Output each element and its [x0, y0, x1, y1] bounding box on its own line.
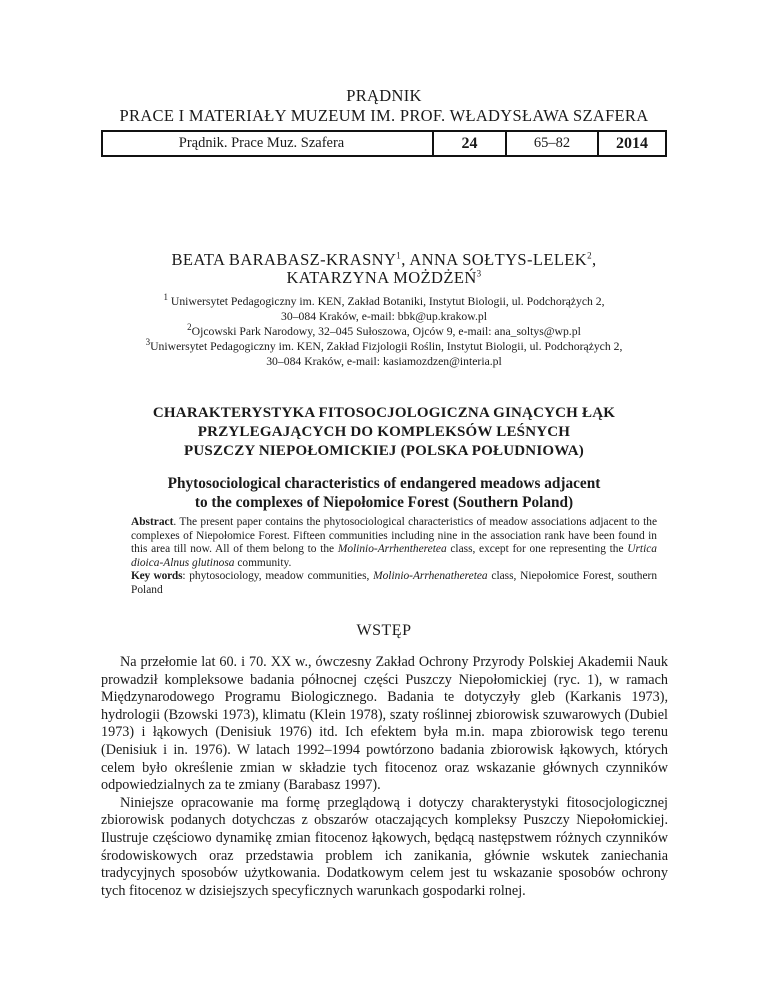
abstract-text-2: class, except for one representing the [446, 543, 628, 555]
keywords-text-1: : phytosociology, meadow communities, [182, 570, 374, 582]
affiliation-3 [0, 339, 768, 354]
affiliation-3-mark: 3 [145, 337, 151, 348]
affiliation-2 [0, 324, 768, 339]
body-text [101, 654, 668, 900]
affiliation-1 [0, 294, 768, 309]
section-heading: WSTĘP [356, 622, 412, 639]
paragraph-2: Niniejsze opracowanie ma formę przeglądową i dotyczy charakterystyki fitosocjologicznej zbiorowisk podanych dotychczas z obszarów otaczających kompleksy Puszczy Niepołomickiej. Ilustruje częściowo dynamikę zmian fitocenoz łąkowych, będącą następstwem różnych czynników środowiskowych oraz przedstawia problem ich zanikania, głównie wskutek zaniechania tradycyjnych sposobów użytkowania. Dodatkowym celem jest tu wskazanie sposobów ochrony tych fitocenoz w dzisiejszych specyficznych warunkach gospodarki rolnej. [101, 794, 668, 899]
author-1-affil: 1 [396, 250, 402, 261]
abstract [131, 516, 657, 570]
authors-line-1 [0, 250, 768, 270]
affiliation-1-text: Uniwersytet Pedagogiczny im. KEN, Zakład Botaniki, Instytut Biologii, ul. Podchorążych 2, [167, 295, 605, 308]
author-3-affil: 3 [476, 268, 482, 279]
citation-spacer [420, 131, 433, 156]
journal-subtitle: PRACE I MATERIAŁY MUZEUM IM. PROF. WŁADYSŁAWA SZAFERA [119, 106, 649, 125]
keywords-label: Key words [131, 570, 183, 582]
author-1: BEATA BARABASZ-KRASNY [171, 250, 397, 269]
title-pl-line-2: PRZYLEGAJĄCYCH DO KOMPLEKSÓW LEŚNYCH [197, 424, 571, 440]
authors-comma: , [592, 250, 597, 269]
abstract-italic-2: Urtica dioica-Alnus glutinosa [131, 543, 657, 569]
year-cell: 2014 [598, 131, 666, 156]
citation-table [101, 130, 667, 157]
abstract-text-3: community. [234, 556, 292, 569]
pages-cell: 65–82 [506, 131, 598, 156]
affiliation-3-text: Uniwersytet Pedagogiczny im. KEN, Zakład Fizjologii Roślin, Instytut Biologii, ul. Podchorążych 2, [150, 340, 623, 353]
abstract-italic-1: Molinio-Arrhentheretea [337, 543, 447, 555]
title-pl-line-1: CHARAKTERYSTYKA FITOSOCJOLOGICZNA GINĄCYCH ŁĄK [152, 405, 616, 421]
affiliation-1-email: 30–084 Kraków, e-mail: bbk@up.krakow.pl [281, 310, 487, 323]
journal-name: PRĄDNIK [346, 86, 422, 105]
title-en-line-1: Phytosociological characteristics of endangered meadows adjacent [167, 475, 601, 492]
volume-cell: 24 [433, 131, 506, 156]
author-2-affil: 2 [587, 250, 592, 261]
affiliation-3-email: 30–084 Kraków, e-mail: kasiamozdzen@interia.pl [266, 355, 502, 368]
author-3: KATARZYNA MOŻDŻEŃ [286, 268, 477, 287]
keywords-text-2: class, Niepołomice Forest, southern Poland [131, 570, 658, 596]
affiliation-1-mark: 1 [163, 292, 168, 303]
keywords [131, 570, 657, 597]
title-pl-line-3: PUSZCZY NIEPOŁOMICKIEJ (POLSKA POŁUDNIOWA) [184, 443, 584, 459]
citation-cell: Prądnik. Prace Muz. Szafera [102, 131, 420, 156]
paragraph-1: Na przełomie lat 60. i 70. XX w., ówczesny Zakład Ochrony Przyrody Polskiej Akademii Nauk prowadził kompleksowe badania północnej części Puszczy Niepołomickiej (ryc. 1), w ramach Międzynarodowego Programu Biologicznego. Badania te dotyczyły gleb (Karkanis 1973), hydrologii (Bzowski 1973), klimatu (Klein 1978), szaty roślinnej zbiorowisk szuwarowych (Dubiel 1973) i łąkowych (Denisiuk 1976) itd. Ich efektem była m.in. mapa zbiorowisk tego terenu (Denisiuk i in. 1976). W latach 1992–1994 powtórzono badania zbiorowisk łąkowych, których celem było określenie zmian w składzie tych fitocenoz oraz wskazanie głównych czynników odpowiedzialnych za te zmiany (Barabasz 1997). [101, 654, 668, 794]
title-en-line-2: to the complexes of Niepołomice Forest (Southern Poland) [194, 494, 574, 511]
abstract-label: Abstract [131, 516, 174, 528]
authors-line-2 [0, 268, 768, 288]
keywords-italic: Molinio-Arrhenatheretea [373, 570, 488, 582]
affiliation-2-text: Ojcowski Park Narodowy, 32–045 Sułoszowa, Ojców 9, e-mail: ana_soltys@wp.pl [191, 325, 581, 338]
abstract-text-1: . The present paper contains the phytosociological characteristics of meadow associations adjacent to the complexes of Niepołomice Forest. Fifteen communities including nine in the association rank have been found in this area till now. All of them belong to the [131, 516, 657, 555]
author-2: , ANNA SOŁTYS-LELEK [401, 250, 588, 269]
affiliation-2-mark: 2 [187, 322, 192, 333]
